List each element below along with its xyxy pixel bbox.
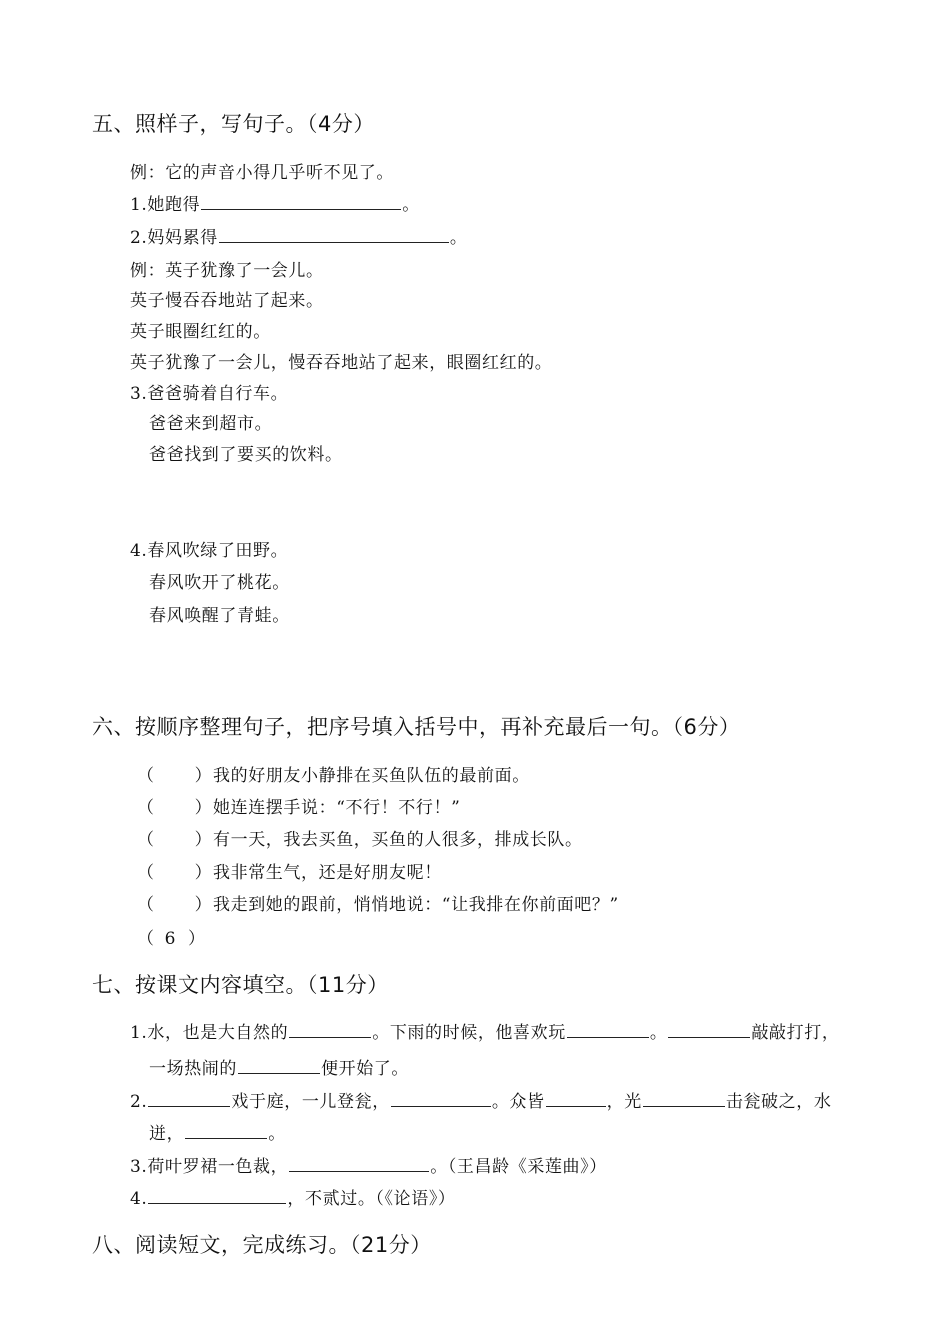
order-number: 6 xyxy=(164,929,177,949)
example-1: 例：它的声音小得几乎听不见了。 xyxy=(130,163,394,183)
fill-line-3: 2. 戏于庭，一儿登瓮， 。众皆 ，光 击瓮破之，水 xyxy=(130,1092,832,1112)
order-item-text: 我走到她的跟前，悄悄地说：“让我排在你前面吧？” xyxy=(213,895,619,915)
fill-line-5: 3.荷叶罗裙一色裁， 。（王昌龄《采莲曲》） xyxy=(130,1157,607,1177)
example-2: 例：英子犹豫了一会儿。 xyxy=(130,261,324,281)
question-1-text: 1.她跑得 xyxy=(130,195,201,215)
period: 。 xyxy=(402,195,420,215)
blank[interactable] xyxy=(289,1022,371,1038)
order-paren[interactable]: （ ） xyxy=(137,798,213,818)
blank[interactable] xyxy=(546,1091,606,1107)
fill-line-6: 4. ，不贰过。（《论语》） xyxy=(130,1189,456,1209)
order-paren[interactable]: （ ） xyxy=(137,863,213,883)
blank[interactable] xyxy=(148,1091,230,1107)
blank[interactable] xyxy=(567,1022,649,1038)
example-2-combined: 英子犹豫了一会儿，慢吞吞地站了起来，眼圈红红的。 xyxy=(130,353,553,373)
blank[interactable] xyxy=(391,1091,491,1107)
question-3-line-2: 爸爸来到超市。 xyxy=(149,414,273,434)
order-item-text: 我的好朋友小静排在买鱼队伍的最前面。 xyxy=(213,766,530,786)
question-4-line-3: 春风唤醒了青蛙。 xyxy=(149,606,290,626)
blank[interactable] xyxy=(289,1156,429,1172)
order-item xyxy=(137,761,530,786)
blank[interactable] xyxy=(185,1123,267,1139)
question-3-line-3: 爸爸找到了要买的饮料。 xyxy=(149,445,343,465)
period: 。 xyxy=(449,228,468,248)
example-2-line-2: 英子慢吞吞地站了起来。 xyxy=(130,291,324,311)
section-8-title: 八、阅读短文，完成练习。（21分） xyxy=(92,1233,432,1257)
section-6-title: 六、按顺序整理句子，把序号填入括号中，再补充最后一句。（6分） xyxy=(92,715,741,739)
order-paren[interactable]: （ ） xyxy=(137,895,213,915)
order-item xyxy=(137,890,619,915)
question-3-line-1: 3.爸爸骑着自行车。 xyxy=(130,384,289,404)
order-item xyxy=(137,793,460,818)
blank[interactable] xyxy=(148,1188,286,1204)
order-item-last: （ 6 ） xyxy=(137,929,206,949)
question-4-line-1: 4.春风吹绿了田野。 xyxy=(130,541,289,561)
blank[interactable] xyxy=(668,1022,750,1038)
fill-line-2: 一场热闹的 便开始了。 xyxy=(149,1059,409,1079)
example-2-line-3: 英子眼圈红红的。 xyxy=(130,322,271,342)
order-item xyxy=(137,858,442,883)
fill-line-1: 1.水，也是大自然的 。下雨的时候，他喜欢玩 。 敲敲打打， xyxy=(130,1023,840,1043)
order-paren[interactable]: （ ） xyxy=(137,766,213,786)
order-item-text: 有一天，我去买鱼，买鱼的人很多，排成长队。 xyxy=(213,830,583,850)
question-2 xyxy=(130,223,467,248)
order-paren[interactable]: （ ） xyxy=(137,830,213,850)
blank-q1[interactable] xyxy=(201,194,401,210)
question-4-line-2: 春风吹开了桃花。 xyxy=(149,573,290,593)
blank[interactable] xyxy=(238,1058,320,1074)
order-item xyxy=(137,825,583,850)
fill-line-4: 迸， 。 xyxy=(149,1124,286,1144)
blank[interactable] xyxy=(643,1091,725,1107)
order-item-text: 我非常生气，还是好朋友呢！ xyxy=(213,863,442,883)
section-5-title: 五、照样子，写句子。（4分） xyxy=(92,112,375,136)
blank-q2[interactable] xyxy=(219,227,449,243)
question-1 xyxy=(130,190,420,215)
section-7-title: 七、按课文内容填空。（11分） xyxy=(92,973,389,997)
question-2-text: 2.妈妈累得 xyxy=(130,228,218,248)
order-item-text: 她连连摆手说：“不行！不行！” xyxy=(213,798,461,818)
